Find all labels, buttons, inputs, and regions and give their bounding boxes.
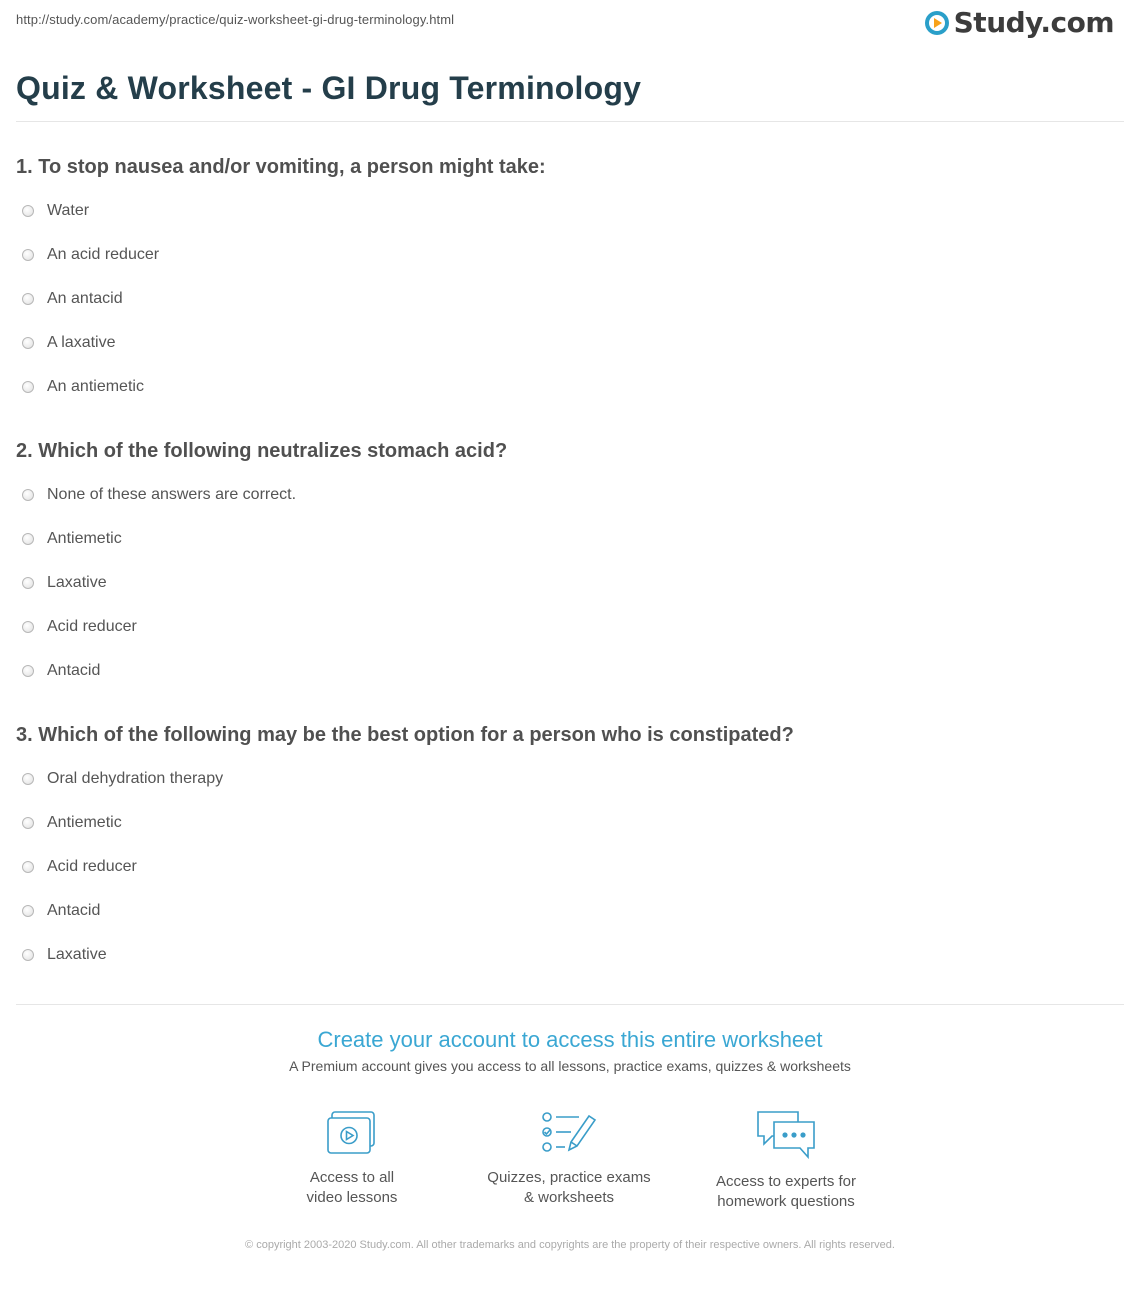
study-logo-text: Study.com <box>953 6 1114 39</box>
question-2-options <box>22 486 296 706</box>
radio-button[interactable] <box>22 249 34 261</box>
answer-option[interactable] <box>22 770 223 814</box>
study-logo-icon <box>923 9 951 37</box>
answer-option[interactable] <box>22 290 159 334</box>
answer-option[interactable] <box>22 378 159 422</box>
answer-label: An antacid <box>47 290 123 307</box>
video-lesson-icon <box>326 1110 378 1156</box>
chat-bubbles-icon <box>754 1110 818 1160</box>
answer-label: A laxative <box>47 334 116 351</box>
answer-label: None of these answers are correct. <box>47 486 297 503</box>
question-1: 1. To stop nausea and/or vomiting, a person might take: <box>16 156 546 178</box>
radio-button[interactable] <box>22 665 34 677</box>
answer-label: Laxative <box>47 574 107 591</box>
question-1-options <box>22 202 159 422</box>
answer-label: Water <box>47 202 90 219</box>
radio-button[interactable] <box>22 489 34 501</box>
answer-option[interactable] <box>22 946 223 990</box>
radio-button[interactable] <box>22 205 34 217</box>
answer-option[interactable] <box>22 902 223 946</box>
radio-button[interactable] <box>22 949 34 961</box>
create-account-link[interactable]: Create your account to access this entire worksheet <box>317 1027 823 1052</box>
answer-option[interactable] <box>22 662 296 706</box>
answer-option[interactable] <box>22 574 296 618</box>
cta-divider <box>16 1004 1124 1005</box>
page-title: Quiz & Worksheet - GI Drug Terminology <box>16 70 642 106</box>
feature-label: Access to experts for homework questions <box>715 1173 857 1210</box>
answer-label: Antiemetic <box>47 530 122 547</box>
cta-subtitle: A Premium account gives you access to all lessons, practice exams, quizzes & worksheets <box>289 1058 851 1074</box>
question-2: 2. Which of the following neutralizes stomach acid? <box>16 440 508 462</box>
quiz-checklist-icon <box>541 1110 597 1156</box>
top-bar <box>0 0 1140 50</box>
radio-button[interactable] <box>22 533 34 545</box>
radio-button[interactable] <box>22 817 34 829</box>
copyright-text: © copyright 2003-2020 Study.com. All other trademarks and copyrights are the property of their respective owners. All rights reserved. <box>245 1239 895 1251</box>
radio-button[interactable] <box>22 861 34 873</box>
radio-button[interactable] <box>22 577 34 589</box>
answer-option[interactable] <box>22 202 159 246</box>
answer-option[interactable] <box>22 334 159 378</box>
answer-option[interactable] <box>22 618 296 662</box>
radio-button[interactable] <box>22 905 34 917</box>
title-divider <box>16 121 1124 122</box>
answer-label: Antacid <box>47 902 101 919</box>
radio-button[interactable] <box>22 293 34 305</box>
answer-label: Antacid <box>47 662 101 679</box>
study-logo[interactable] <box>923 6 1114 39</box>
question-3: 3. Which of the following may be the best option for a person who is constipated? <box>16 724 794 746</box>
radio-button[interactable] <box>22 337 34 349</box>
radio-button[interactable] <box>22 773 34 785</box>
feature-experts <box>686 1110 886 1212</box>
answer-label: Acid reducer <box>47 858 137 875</box>
answer-label: Laxative <box>47 946 107 963</box>
radio-button[interactable] <box>22 621 34 633</box>
answer-label: Antiemetic <box>47 814 122 831</box>
answer-label: An acid reducer <box>47 246 160 263</box>
feature-video-lessons <box>252 1110 452 1208</box>
answer-option[interactable] <box>22 858 223 902</box>
answer-option[interactable] <box>22 530 296 574</box>
radio-button[interactable] <box>22 381 34 393</box>
answer-option[interactable] <box>22 246 159 290</box>
question-3-options <box>22 770 223 990</box>
answer-option[interactable] <box>22 486 296 530</box>
feature-quizzes <box>469 1110 669 1208</box>
answer-label: Oral dehydration therapy <box>47 770 224 787</box>
answer-label: Acid reducer <box>47 618 137 635</box>
answer-option[interactable] <box>22 814 223 858</box>
feature-label: Quizzes, practice exams & worksheets <box>487 1169 651 1206</box>
feature-label: Access to all video lessons <box>306 1169 398 1206</box>
answer-label: An antiemetic <box>47 378 144 395</box>
page-url: http://study.com/academy/practice/quiz-worksheet-gi-drug-terminology.html <box>16 12 455 27</box>
